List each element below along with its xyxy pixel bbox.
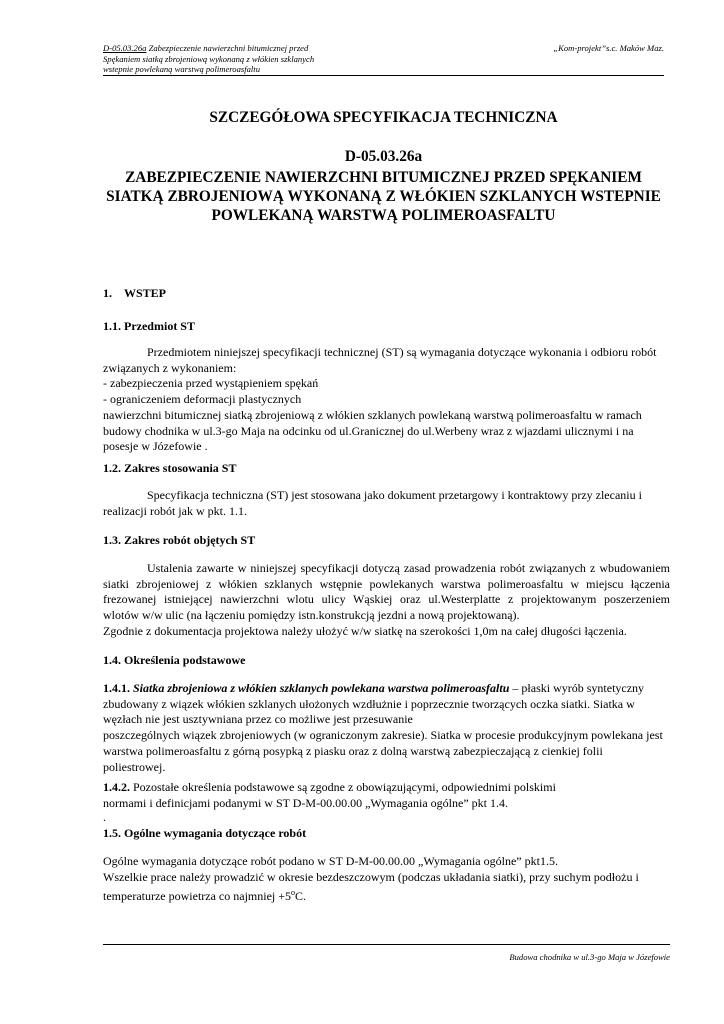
page-header [103,43,664,75]
document-title: SZCZEGÓŁOWA SPECYFIKACJA TECHNICZNA [209,109,558,126]
text-run: Pozostałe określenia podstawowe są zgodne z obowiązującymi, odpowiednimi polskimi [130,780,556,794]
paragraph-line [103,681,670,697]
section-1-2-body [103,488,670,519]
definition-1-4-2 [103,780,670,823]
definition-term: Siatka zbrojeniowa z włókien szklanych powlekana warstwa polimeroasfaltu [133,681,510,695]
section-1-1-heading: 1.1. Przedmiot ST [103,319,195,333]
paragraph-line: frezowanej istniejącej nawierzchni wlotu ulicy Wąskiej oraz ul.Westerplatte z projektowanym poszerzeniem [103,592,670,607]
paragraph-line: poszczególnych wiązek zbrojeniowych (w ograniczonym zakresie). Siatka w procesie produkcyjnym powlekana jest [103,728,663,743]
section-1-title: WSTEP [124,286,167,300]
paragraph-line: siatki zbrojeniowej z włókien szklanych wstępnie powlekanych warstwa polimeroasfaltu w miejscu łączenia [103,576,670,591]
header-line-2: Spękaniem siatką zbrojeniową wykonaną z włókien szklanych [103,53,315,64]
paragraph-line: Ogólne wymagania dotyczące robót podano w ST D-M-00.00.00 „Wymagania ogólne” pkt1.5. [103,854,558,868]
text-run: Specyfikacja techniczna (ST) jest stosowana jako dokument przetargowy i kontraktowy przy zlecaniu i [147,488,642,502]
section-1-3-heading: 1.3. Zakres robót objętych ST [103,533,256,547]
paragraph-line: normami i definicjami podanymi w ST D-M-00.00.00 „Wymagania ogólne” pkt 1.4. [103,795,508,810]
header-line-3: wstepnie powlekaną warstwą polimeroasfaltu [103,64,260,74]
text-run: Przedmiotem niniejszej specyfikacji technicznej (ST) są wymagania dotyczące wykonania i odbioru robót [147,345,657,359]
definition-number: 1.4.2. [103,780,130,794]
text-run: temperaturze powietrza co najmniej +5 [103,889,292,904]
section-1-1-body [103,345,670,455]
definition-number: 1.4.1. [103,681,130,695]
paragraph-line: realizacji robót jak w pkt. 1.1. [103,503,247,518]
paragraph-line: węzłach nie jest usztywniana przez co możliwe jest przesuwanie [103,712,413,727]
header-company: „Kom-projekt”s.c. Maków Maz. [553,43,664,53]
list-item: - zabezpieczenia przed wystąpieniem spękań [103,376,319,391]
header-code: D-05.03.26a [103,43,147,53]
paragraph-line: Zgodnie z dokumentacja projektowa należy ułożyć w/w siatkę na szerokości 1,0m na całej długości łączenia. [103,623,627,638]
paragraph-line [103,885,670,905]
spec-code: D-05.03.26a [344,148,423,165]
text-run: C. [295,889,307,904]
paragraph-line: posesje w Józefowie . [103,439,208,454]
section-1-5-heading: 1.5. Ogólne wymagania dotyczące robót [103,826,307,840]
paragraph-line [103,561,670,577]
spec-subtitle: ZABEZPIECZENIE NAWIERZCHNI BITUMICZNEJ PRZED SPĘKANIEM SIATKĄ ZBROJENIOWĄ WYKONANĄ Z WŁÓKIEN SZKLANYCH WSTEPNIE POWLEKANĄ WARSTWĄ POLIMEROASFALTU [106,169,661,224]
page-footer: Budowa chodnika w ul.3-go Maja w Józefowie [509,952,670,962]
footer-rule [103,944,670,945]
definition-1-4-1 [103,681,670,775]
section-1-5-body [103,854,670,905]
section-1-4-heading: 1.4. Określenia podstawowe [103,653,246,667]
list-item: - ograniczeniem deformacji plastycznych [103,392,302,407]
text-run: Ustalenia zawarte w niniejszej specyfikacji dotyczą zasad prowadzenia robót związanych z wbudowaniem [147,561,670,575]
paragraph-line: wlotów w/w ulic (na łączeniu pomiędzy istn.konstrukcją jezdni a nową projektowaną). [103,608,520,623]
text-run: – płaski wyrób syntetyczny [509,681,645,695]
paragraph-line [103,345,670,361]
paragraph-line: Wszelkie prace należy prowadzić w okresie bezdeszczowym (podczas układania siatki), przy suchym podłożu i [103,869,639,884]
section-1-heading [103,286,166,301]
paragraph-line [103,780,670,796]
degree-superscript: o [291,888,296,898]
paragraph-line: poliestrowej. [103,759,166,774]
header-line-1-text: Zabezpieczenie nawierzchni bitumicznej przed [146,43,309,53]
header-rule [103,75,664,76]
section-1-number: 1. [103,286,112,300]
section-1-2-heading: 1.2. Zakres stosowania ST [103,461,237,475]
paragraph-line: nawierzchni bitumicznej siatką zbrojeniową z włókien szklanych powlekaną warstwą polimeroasfaltu w ramach [103,407,642,422]
paragraph-line: warstwa polimeroasfaltu z górną posypką z piasku oraz z dolną warstwą zabezpieczającą z cienkiej folii [103,743,603,758]
paragraph-line: związanych z wykonaniem: [103,360,237,375]
paragraph-line: zbudowany z wiązek włókien szklanych ułożonych wzdłużnie i poprzecznie tworzących oczka siatki. Siatka w [103,696,635,711]
section-1-3-body [103,561,670,640]
paragraph-line: budowy chodnika w ul.3-go Maja na odcinku od ul.Granicznej do ul.Werbeny wraz z wjazdami ulicznymi i na [103,423,634,438]
stray-dot: . [103,810,106,825]
paragraph-line [103,488,670,504]
